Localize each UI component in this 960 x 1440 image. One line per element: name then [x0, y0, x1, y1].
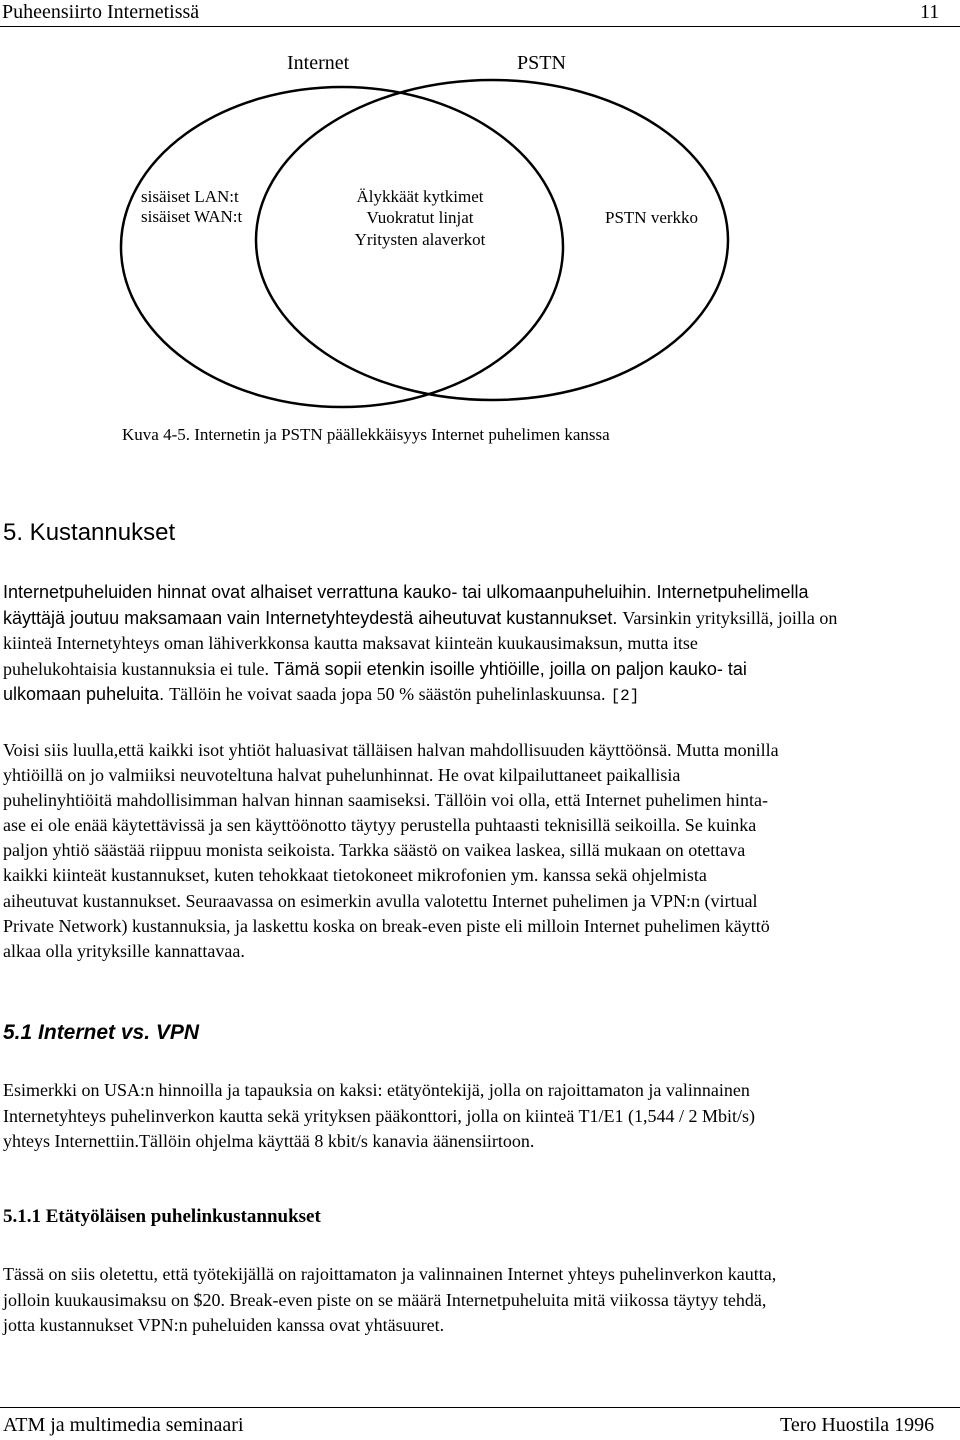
text-line: ase ei ole enää käytettävissä ja sen käyttöönotto täytyy perustella puhtaasti teknisillä seikoilla. Se kuinka [3, 815, 757, 836]
section51-paragraph [3, 1078, 957, 1155]
reference-citation: [2] [610, 687, 640, 705]
overlap-item: Yritysten alaverkot [354, 230, 486, 249]
text-line: puhelinyhtiöitä mahdollisimman halvan hinnan saamiseksi. Tällöin voi olla, että Internet puhelimen hinta- [3, 790, 768, 811]
footer-left: ATM ja multimedia seminaari [3, 1414, 244, 1436]
text-line: puhelukohtaisia kustannuksia ei tule. [3, 658, 269, 679]
overlap-item: Älykkäät kytkimet [356, 187, 484, 206]
running-header-title: Puheensiirto Internetissä [2, 1, 200, 23]
section5-paragraph [3, 580, 957, 710]
footer-right: Tero Huostila 1996 [780, 1414, 935, 1436]
text-line: Tässä on siis oletettu, että työtekijällä on rajoittamaton ja valinnainen Internet yhteys puhelinverkon kautta, [3, 1264, 777, 1284]
section511-paragraph [3, 1262, 957, 1339]
text-line: kiinteä Internetyhteys oman lähiverkkonsa kautta maksavat kiinteän kuukausimaksun, mutta itse [3, 633, 698, 653]
internet-label: Internet [287, 52, 350, 74]
overlap-item: Vuokratut linjat [366, 208, 474, 227]
text-line: Private Network) kustannuksia, ja laskettu koska on break-even piste eli milloin Internet puhelimen käyttö [3, 915, 770, 936]
subsection-heading: 5.1 Internet vs. VPN [3, 1021, 200, 1044]
text-line: yhtiöillä on jo valmiiksi neuvoteltuna halvat puhelunhinnat. He ovat kilpailuttaneet paikallisia [3, 765, 681, 786]
section5-paragraph-2 [3, 738, 957, 964]
subsubsection-heading: 5.1.1 Etätyöläisen puhelinkustannukset [3, 1206, 321, 1227]
text-line: Varsinkin yrityksillä, joilla on [622, 607, 838, 628]
text-line: paljon yhtiö säästää riippuu monista seikoista. Tarkka säästö on vaikea laskea, sillä mukaan on otettava [3, 840, 746, 861]
text-line: ulkomaan puheluita. [3, 684, 165, 704]
text-line: Esimerkki on USA:n hinnoilla ja tapauksia on kaksi: etätyöntekijä, jolla on rajoittamaton ja valinnainen [3, 1080, 750, 1100]
text-line: käyttäjä joutuu maksamaan vain Internetyhteydestä aiheutuvat kustannukset. [3, 607, 618, 628]
pstn-label: PSTN [517, 52, 566, 74]
text-line: Tällöin he voivat saada jopa 50 % säästön puhelinlaskuunsa. [169, 684, 606, 704]
text-line: Voisi siis luulla,että kaikki isot yhtiöt haluasivat tälläisen halvan mahdollisuuden käyttöönsä. Mutta monilla [3, 740, 779, 760]
text-line: jolloin kuukausimaksu on $20. Break-even piste on se määrä Internetpuheluita mitä viikossa täytyy tehdä, [3, 1289, 767, 1310]
right-only-item: PSTN verkko [605, 208, 699, 227]
page-number: 11 [920, 1, 940, 23]
section-heading: 5. Kustannukset [3, 519, 176, 546]
footer-rule [0, 1407, 960, 1408]
text-line: Tämä sopii etenkin isoille yhtiöille, joilla on paljon kauko- tai [273, 658, 747, 679]
figure-caption: Kuva 4-5. Internetin ja PSTN päällekkäisyys Internet puhelimen kanssa [122, 425, 610, 444]
text-line: Internetyhteys puhelinverkon kautta sekä yrityksen pääkonttori, jolla on kiinteä T1/E1 (1,544 / 2 Mbit/s) [3, 1105, 756, 1126]
text-line: kaikki kiinteät kustannukset, kuten tehokkaat tietokoneet mikrofonien ym. kanssa sekä ohjelmista [3, 865, 707, 886]
text-line: yhteys Internettiin.Tällöin ohjelma käyttää 8 kbit/s kanavia äänensiirtoon. [3, 1131, 535, 1151]
text-line: alkaa olla yrityksille kannattavaa. [3, 940, 245, 961]
text-line: Internetpuheluiden hinnat ovat alhaiset verrattuna kauko- tai ulkomaanpuheluihin. Internetpuhelimella [3, 582, 809, 602]
text-line: aiheutuvat kustannukset. Seuraavassa on esimerkin avulla valotettu Internet puhelimen ja VPN:n (virtual [3, 890, 758, 911]
left-only-item: sisäiset WAN:t [141, 207, 243, 226]
text-line: jotta kustannukset VPN:n puheluiden kanssa ovat yhtäsuuret. [3, 1315, 445, 1335]
left-only-item: sisäiset LAN:t [141, 187, 239, 206]
